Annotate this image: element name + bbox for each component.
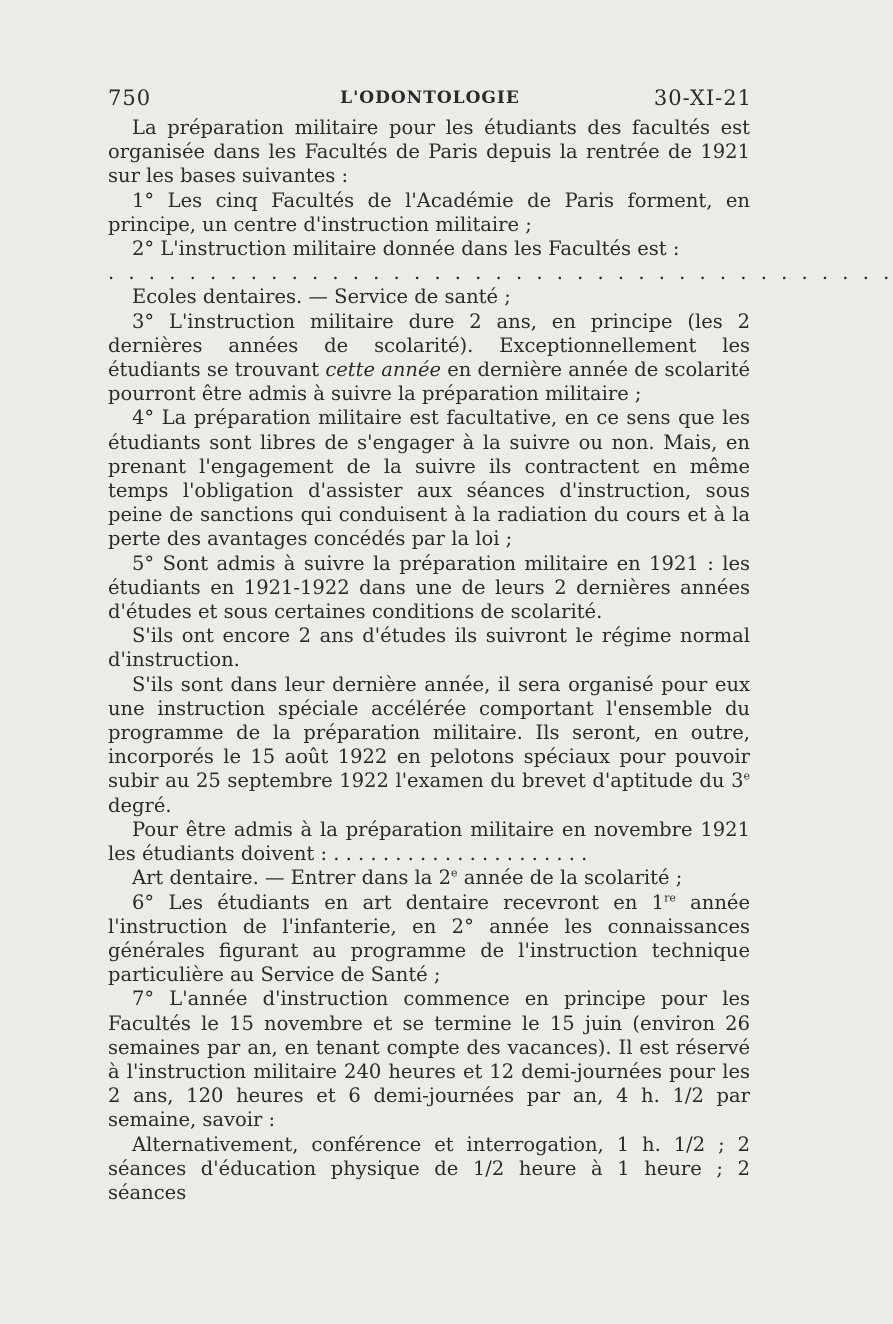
dotted-leader: . . . . . . . . . . . . . . . . . . . . . . . . . . . . . . . . . . . . . . .: [108, 261, 893, 285]
text-run: S'ils sont dans leur dernière année, il sera organisé pour eux une instruction spéciale accélérée comportant l'ensemble du programme de la préparation militaire. Ils seront, en outre, incorporés le 15 août 1922 en pelotons spéciaux pour pouvoir subir au 25 septembre 1922 l'examen du brevet d'aptitude du 3: [108, 672, 750, 793]
superscript: e: [451, 866, 458, 880]
journal-title: L'ODONTOLOGIE: [340, 88, 520, 108]
superscript: re: [664, 891, 676, 904]
paragraph: 7° L'année d'instruction commence en principe pour les Facultés le 15 novembre et se termine le 15 juin (environ 26 semaines par an, en tenant compte des vacances). Il est réservé à l'instruction militaire 240 heures et 12 demi-journées pour les 2 ans, 120 heures et 6 demi-journées par an, 4 h. 1/2 par semaine, savoir :: [108, 987, 750, 1132]
paragraph: 2° L'instruction militaire donnée dans les Facultés est :: [132, 237, 680, 261]
text-run: Art dentaire. — Entrer dans la 2: [132, 866, 452, 890]
text-run: année de la scolarité ;: [457, 866, 683, 890]
paragraph: [108, 891, 750, 988]
paragraph: La préparation militaire pour les étudiants des facultés est organisée dans les Facultés de Paris depuis la rentrée de 1921 sur les bases suivantes :: [108, 116, 750, 188]
text-run: en dernière année de scolarité pourront être admis à suivre la préparation militaire ;: [108, 358, 750, 406]
paragraph: 5° Sont admis à suivre la préparation militaire en 1921 : les étudiants en 1921-1922 dans une de leurs 2 dernières années d'études et sous certaines conditions de scolarité.: [108, 551, 750, 624]
article-body: [108, 116, 893, 1205]
emphasis: cette année: [325, 358, 442, 382]
paragraph: Pour être admis à la préparation militaire en novembre 1921 les étudiants doivent : . . . . . . . . . . . . . . . . . . . . .: [108, 817, 750, 866]
paragraph: S'ils ont encore 2 ans d'études ils suivront le régime normal d'instruction.: [108, 624, 750, 672]
paragraph: [108, 866, 750, 890]
paragraph: 1° Les cinq Facultés de l'Académie de Paris forment, en principe, un centre d'instruction militaire ;: [108, 188, 750, 236]
page-number: 750: [108, 86, 152, 110]
text-run: degré.: [108, 793, 172, 817]
paragraph: 4° La préparation militaire est facultative, en ce sens que les étudiants sont libres de s'engager à la suivre ou non. Mais, en prenant l'engagement de la suivre ils contractent en même temps l'obligation d'assister aux séances d'instruction, sous peine de sanctions qui conduisent à la radiation du cours et à la perte des avantages concédés par la loi ;: [108, 406, 750, 551]
text-run: année l'instruction de l'infanterie, en 2° année les connaissances générales figurant au programme de l'instruction technique particulière au Service de Santé ;: [108, 890, 751, 987]
paragraph: [108, 310, 750, 407]
superscript: e: [743, 769, 750, 783]
paragraph: Alternativement, conférence et interrogation, 1 h. 1/2 ; 2 séances d'éducation physique de 1/2 heure à 1 heure ; 2 séances: [108, 1132, 750, 1204]
paragraph: [108, 673, 750, 818]
text-run: 6° Les étudiants en art dentaire recevront en 1: [132, 890, 665, 914]
issue-date: 30-XI-21: [653, 86, 752, 110]
running-header: [108, 86, 752, 114]
text-run: 3° L'instruction militaire dure 2 ans, en principe (les 2 dernières années de scolarité). Exceptionnellement les étudiants se trouvant: [108, 309, 750, 382]
paragraph: Ecoles dentaires. — Service de santé ;: [132, 285, 511, 309]
